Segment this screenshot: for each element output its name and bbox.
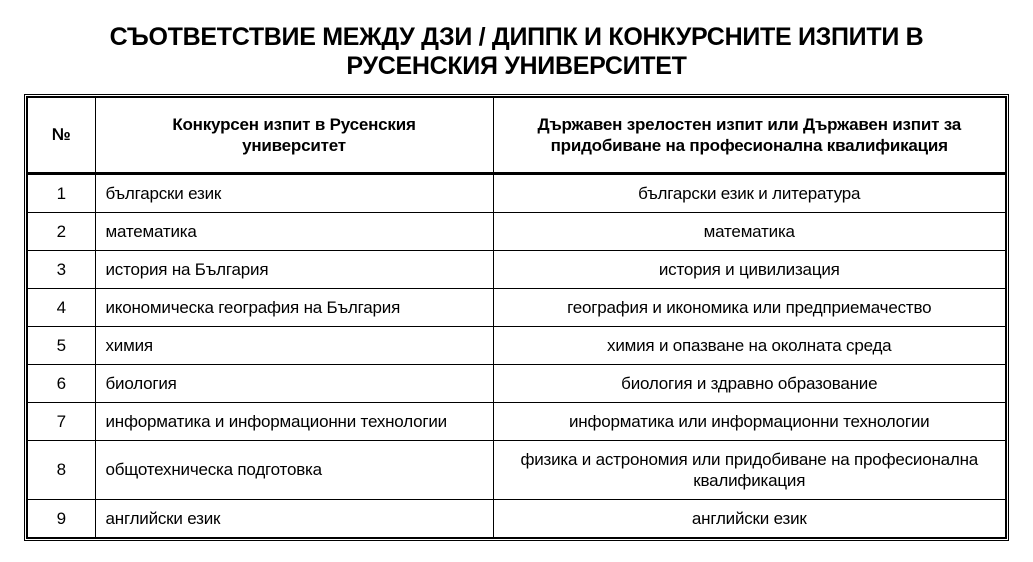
ru-exam-cell: история на България — [95, 250, 493, 288]
table-row — [27, 212, 1006, 250]
state-exam-cell: български език и литература — [493, 173, 1006, 212]
page-title-line-2: РУСЕНСКИЯ УНИВЕРСИТЕТ — [346, 52, 687, 80]
header-cell-number: № — [27, 97, 95, 173]
table-row — [27, 364, 1006, 402]
row-number-cell: 9 — [27, 499, 95, 538]
table-row — [27, 173, 1006, 212]
ru-exam-cell: химия — [95, 326, 493, 364]
ru-exam-cell: английски език — [95, 499, 493, 538]
row-number-cell: 1 — [27, 173, 95, 212]
ru-exam-cell: математика — [95, 212, 493, 250]
ru-exam-cell: икономическа география на България — [95, 288, 493, 326]
ru-exam-cell: общотехническа подготовка — [95, 440, 493, 499]
header-row — [27, 97, 1006, 173]
row-number-cell: 6 — [27, 364, 95, 402]
state-exam-cell: английски език — [493, 499, 1006, 538]
table-row — [27, 499, 1006, 538]
state-exam-cell: математика — [493, 212, 1006, 250]
row-number-cell: 4 — [27, 288, 95, 326]
state-exam-cell: география и икономика или предприемачество — [493, 288, 1006, 326]
row-number-cell: 2 — [27, 212, 95, 250]
correspondence-table-frame — [24, 94, 1009, 541]
state-exam-cell: информатика или информационни технологии — [493, 402, 1006, 440]
row-number-cell: 7 — [27, 402, 95, 440]
state-exam-cell: физика и астрономия или придобиване на професионална квалификация — [493, 440, 1006, 499]
state-exam-cell: химия и опазване на околната среда — [493, 326, 1006, 364]
table-body — [27, 173, 1006, 538]
row-number-cell: 3 — [27, 250, 95, 288]
correspondence-table — [26, 96, 1007, 539]
table-row — [27, 402, 1006, 440]
header-cell-ru-exam: Конкурсен изпит в Русенския университет — [95, 97, 493, 173]
table-row — [27, 326, 1006, 364]
row-number-cell: 5 — [27, 326, 95, 364]
row-number-cell: 8 — [27, 440, 95, 499]
ru-exam-cell: биология — [95, 364, 493, 402]
table-row — [27, 288, 1006, 326]
table-header — [27, 97, 1006, 173]
ru-exam-cell: български език — [95, 173, 493, 212]
state-exam-cell: биология и здравно образование — [493, 364, 1006, 402]
page-title-line-1: СЪОТВЕТСТВИЕ МЕЖДУ ДЗИ / ДИППК И КОНКУРСНИТЕ ИЗПИТИ В — [109, 23, 924, 51]
ru-exam-cell: информатика и информационни технологии — [95, 402, 493, 440]
table-row — [27, 250, 1006, 288]
header-cell-state-exam: Държавен зрелостен изпит или Държавен изпит за придобиване на професионална квалификация — [493, 97, 1006, 173]
table-row — [27, 440, 1006, 499]
state-exam-cell: история и цивилизация — [493, 250, 1006, 288]
page-title — [0, 0, 1033, 81]
